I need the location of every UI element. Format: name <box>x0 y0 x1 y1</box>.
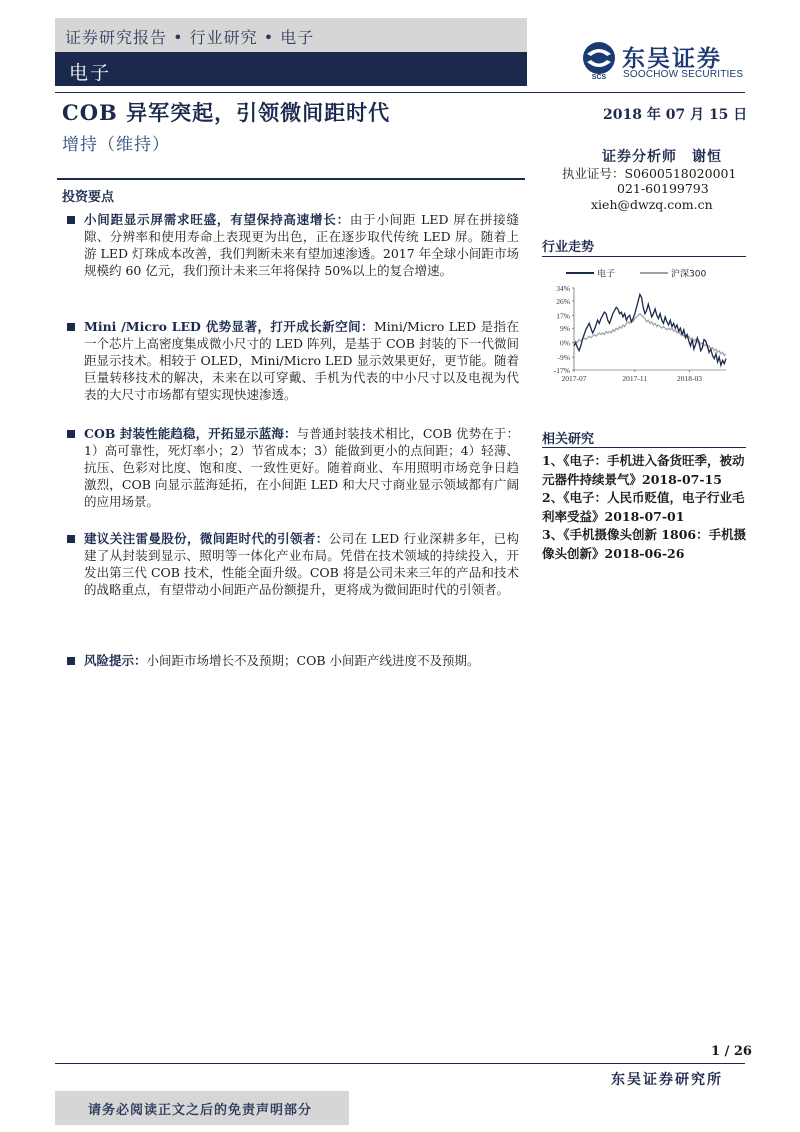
sector-label: 电子 <box>69 62 112 84</box>
x-tick-label: 2018-03 <box>677 374 703 383</box>
y-tick-label: 34% <box>556 284 570 293</box>
institute-name: 东吴证券研究所 <box>611 1072 723 1088</box>
bottom-divider <box>55 1063 745 1064</box>
series-line-hs300 <box>574 314 726 356</box>
legend-label: 电子 <box>597 269 616 280</box>
y-tick-label: 0% <box>560 338 570 348</box>
analyst-email: xieh@dwzq.com.cn <box>591 197 713 212</box>
bullet-head: 风险提示： <box>84 653 147 668</box>
trend-divider <box>542 256 746 257</box>
bullet-head: Mini /Micro LED 优势显著，打开成长新空间： <box>84 319 374 334</box>
invest-heading: 投资要点 <box>62 190 115 205</box>
y-tick-label: 9% <box>560 324 570 334</box>
related-item[interactable]: 3、《手机摄像头创新 1806：手机摄像头创新》2018-06-26 <box>542 527 747 561</box>
disclaimer-band <box>55 1091 349 1125</box>
bullet-body: 由于小间距 LED 屏在拼接缝隙、分辨率和使用寿命上表现更为出色，正在逐步取代传统 LED 屏。随着上游 LED 灯珠成本改善，我们判断未来有望加速渗透。2017 年全球小间距市场规模约 60 亿元，我们预计未来三年将保持 50%以上的复合增速。 <box>84 212 519 278</box>
bullet-head: COB 封装性能趋稳，开拓显示蓝海： <box>84 426 297 441</box>
invest-bullet <box>67 425 519 510</box>
report-date: 2018 年 07 月 15 日 <box>603 107 748 123</box>
top-divider <box>55 92 745 93</box>
trend-heading: 行业走势 <box>542 240 595 255</box>
invest-bullet <box>67 318 519 403</box>
bullet-square-icon <box>67 216 75 224</box>
logo-name-cn: 东吴证券 <box>622 46 722 72</box>
related-heading: 相关研究 <box>542 432 595 447</box>
analyst-phone: 021-60199793 <box>617 181 709 196</box>
invest-bullet <box>67 530 519 598</box>
logo-mark-icon <box>578 40 620 80</box>
trend-chart <box>540 260 750 392</box>
series-line-electronics <box>574 294 726 365</box>
legend-label: 沪深300 <box>671 269 707 280</box>
report-title: COB 异军突起，引领微间距时代 <box>62 100 391 125</box>
bullet-head: 建议关注雷曼股份，微间距时代的引领者： <box>84 531 329 546</box>
logo-mark-text: SCS <box>591 74 607 80</box>
invest-bullet <box>67 652 519 669</box>
y-tick-label: 26% <box>556 296 570 306</box>
company-logo <box>578 40 753 84</box>
report-rating: 增持（维持） <box>62 135 170 155</box>
bullet-head: 小间距显示屏需求旺盛，有望保持高速增长： <box>84 212 350 227</box>
bullet-square-icon <box>67 535 75 543</box>
related-list <box>542 452 747 563</box>
section-divider <box>57 178 525 180</box>
y-tick-label: 17% <box>556 311 570 321</box>
bullet-body: Mini/Micro LED 是指在一个芯片上高密度集成微小尺寸的 LED 阵列，是基于 COB 封装的下一代微间距显示技术。相较于 OLED，Mini/Micro LED 显示效果更好，更节能。随着巨量转移技术的解决，未来在以可穿戴、手机为代表的中小尺寸以及电视为代表的大尺寸市场都有望实现快速渗透。 <box>84 319 520 402</box>
bullet-body: 公司在 LED 行业深耕多年，已构建了从封装到显示、照明等一体化产业布局。凭借在技术领域的持续投入，开发出第三代 COB 技术，性能全面升级。COB 将是公司未来三年的产品和技术的战略重点，有望带动小间距产品份额提升，更将成为微间距时代的引领者。 <box>84 531 519 597</box>
x-tick-label: 2017-11 <box>622 374 648 383</box>
disclaimer-text: 请务必阅读正文之后的免责声明部分 <box>88 1103 313 1118</box>
analyst-name: 证券分析师 谢恒 <box>602 149 722 165</box>
bullet-square-icon <box>67 657 75 665</box>
analyst-cert: 执业证号：S0600518020001 <box>562 166 737 181</box>
x-tick-label: 2017-07 <box>561 374 587 383</box>
page-number: 1 / 26 <box>711 1044 752 1059</box>
related-item[interactable]: 2、《电子：人民币贬值，电子行业毛利率受益》2018-07-01 <box>542 490 745 524</box>
bullet-body: 与普通封装技术相比，COB 优势在于：1）高可靠性，死灯率小；2）节省成本；3）能做到更小的点间距；4）轻薄、抗压、色彩对比度、饱和度、一致性更好。随着商业、车用照明市场竞争日趋激烈，COB 向显示蓝海延拓，在小间距 LED 和大尺寸商业显示领域都有广阔的应用场景。 <box>84 426 519 509</box>
y-tick-label: -17% <box>553 366 570 375</box>
bullet-square-icon <box>67 430 75 438</box>
related-divider <box>542 447 746 448</box>
breadcrumb: 证券研究报告 • 行业研究 • 电子 <box>65 28 315 47</box>
invest-bullet <box>67 211 519 279</box>
header-sector-band <box>55 52 527 86</box>
bullet-body: 小间距市场增长不及预期；COB 小间距产线进度不及预期。 <box>146 653 480 668</box>
y-tick-label: -9% <box>557 353 570 363</box>
related-item[interactable]: 1、《电子：手机进入备货旺季，被动元器件持续景气》2018-07-15 <box>542 453 745 487</box>
logo-name-en: SOOCHOW SECURITIES <box>623 69 744 80</box>
bullet-square-icon <box>67 323 75 331</box>
header-breadcrumb-band <box>55 18 527 52</box>
